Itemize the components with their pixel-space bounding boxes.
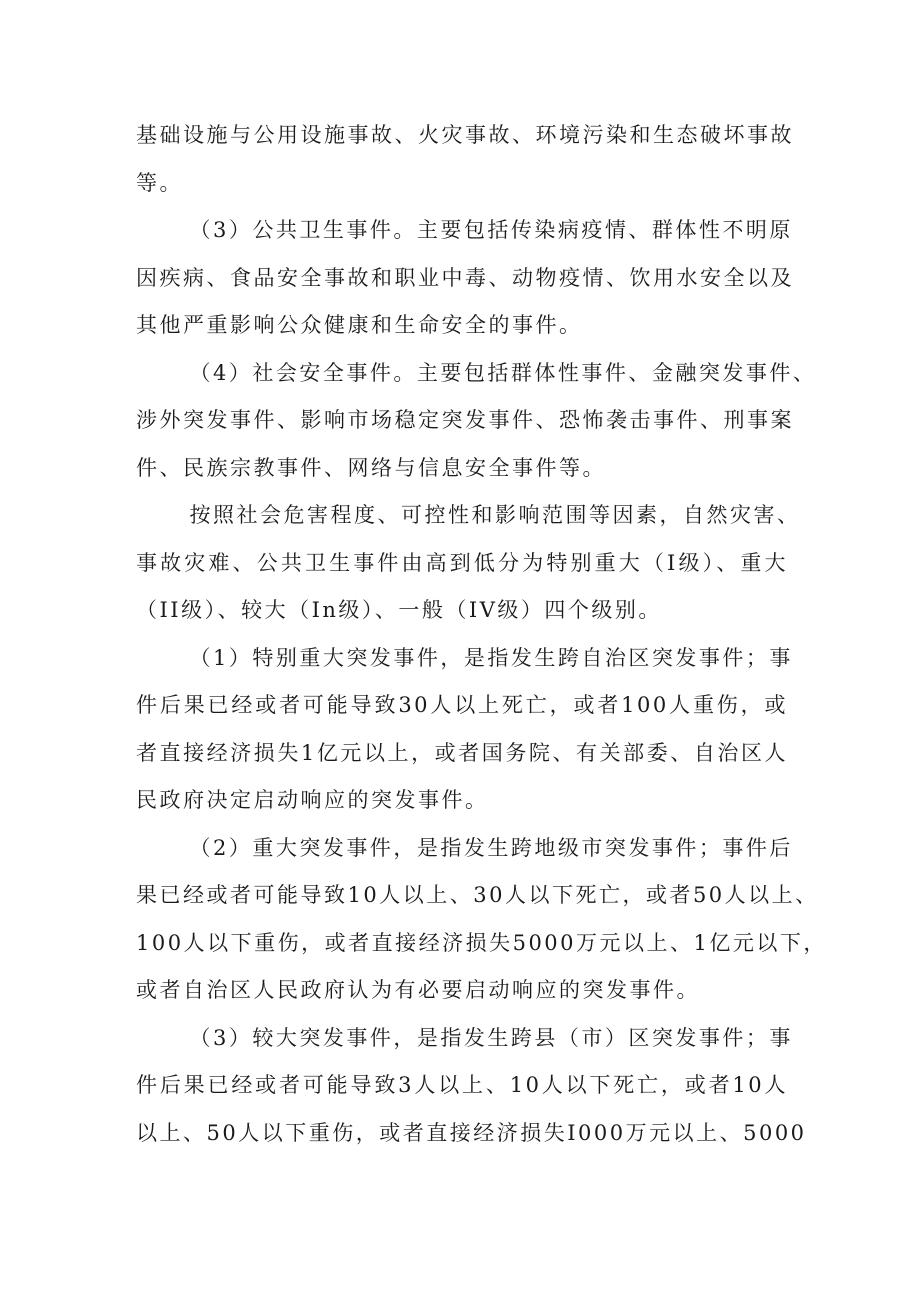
text-line: 以上、50人以下重伤，或者直接经济损失I000万元以上、5000 [136,1120,807,1145]
text-line: 其他严重影响公众健康和生命安全的事件。 [136,313,583,337]
paragraph [136,1015,807,1158]
text-line: 按照社会危害程度、可控性和影响范围等因素，自然灾害、 [189,503,801,527]
text-line: （II级）、较大（In级）、一般（IV级）四个级别。 [136,598,662,622]
text-line: 涉外突发事件、影响市场稳定突发事件、恐怖袭击事件、刑事案 [136,408,794,432]
text-line: （3）公共卫生事件。主要包括传染病疫情、群体性不明原 [189,218,793,242]
text-line: 民政府决定启动响应的突发事件。 [136,788,489,812]
text-line: 因疾病、食品安全事故和职业中毒、动物疫情、饮用水安全以及 [136,265,794,290]
text-line: 者直接经济损失1亿元以上，或者国务院、有关部委、自治区人 [136,740,788,765]
text-line: （1）特别重大突发事件，是指发生跨自治区突发事件；事 [189,645,793,670]
text-line: （3）较大突发事件，是指发生跨县（市）区突发事件；事 [189,1025,793,1050]
paragraph [136,207,794,350]
text-line: 件后果已经或者可能导致3人以上、10人以下死亡，或者10人 [136,1073,788,1097]
text-line: 事故灾难、公共卫生事件由高到低分为特别重大（I级）、重大 [136,550,788,575]
text-line: 或者自治区人民政府认为有必要启动响应的突发事件。 [136,978,700,1002]
document-body [136,112,827,1157]
text-line: 果已经或者可能导致10人以上、30人以下死亡，或者50人以上、 [136,883,819,907]
text-line: 件后果已经或者可能导致30人以上死亡，或者100人重伤，或 [136,693,788,717]
paragraph [136,112,794,207]
paragraph [136,635,793,825]
text-line: 件、民族宗教事件、网络与信息安全事件等。 [136,455,606,480]
text-line: 等。 [136,170,183,195]
text-line: 100人以下重伤，或者直接经济损失5000万元以上、1亿元以下， [136,930,827,955]
paragraph [136,350,817,493]
paragraph [136,492,801,635]
text-line: （4）社会安全事件。主要包括群体性事件、金融突发事件、 [189,360,817,385]
paragraph [136,825,827,1015]
text-line: 基础设施与公用设施事故、火灾事故、环境污染和生态破坏事故 [136,123,794,147]
text-line: （2）重大突发事件，是指发生跨地级市突发事件；事件后 [189,835,793,860]
